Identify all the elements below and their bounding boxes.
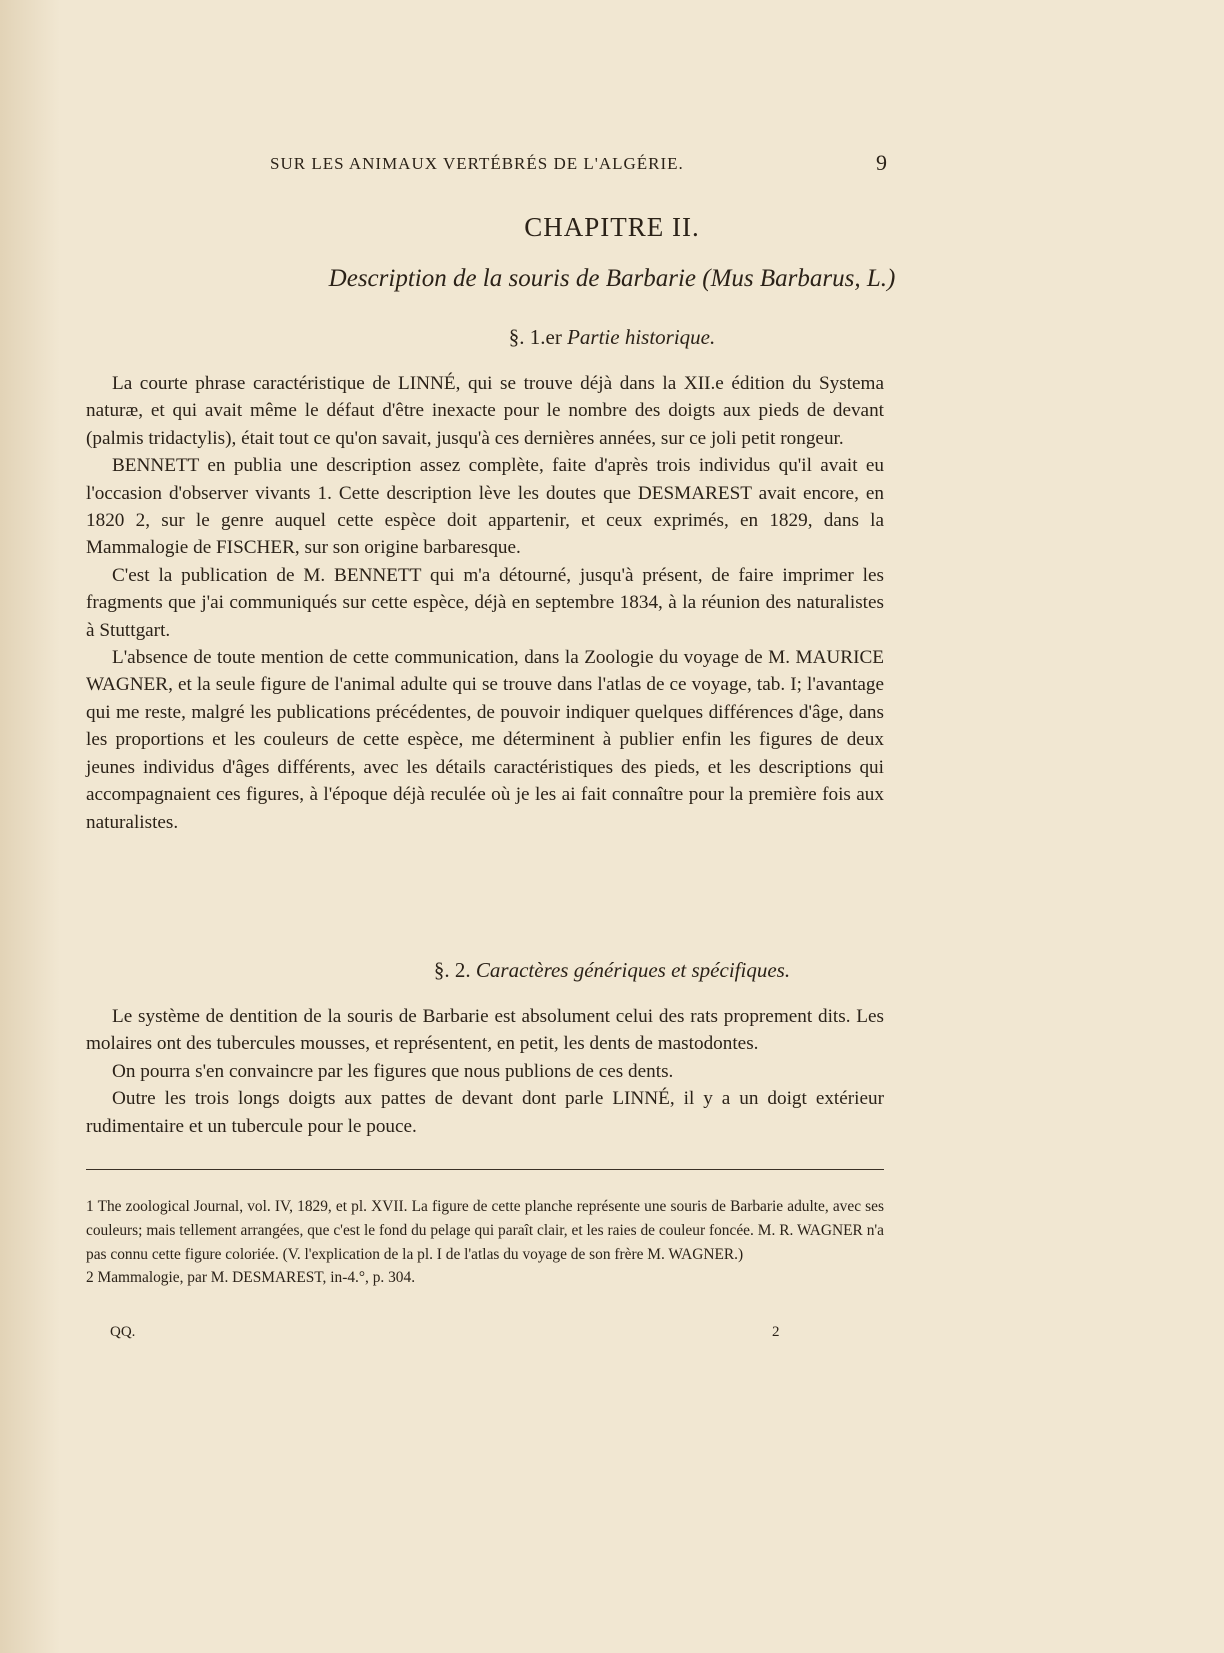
section-2-number: §. 2. [433,958,471,982]
page-number: 9 [876,150,887,175]
running-title: SUR LES ANIMAUX VERTÉBRÉS DE L'ALGÉRIE. [270,154,684,173]
footnote-rule [86,1169,884,1170]
section-heading-1 [0,325,1224,350]
signature-mark: QQ. [110,1324,136,1340]
page-edge-stain [0,0,60,1653]
paragraph: C'est la publication de M. BENNETT qui m'a détourné, jusqu'à présent, de faire imprimer les fragments que j'ai communiqués sur cette espèce, déjà en septembre 1834, à la réunion des naturalistes à Stuttgart. [86,564,884,641]
paragraph: Outre les trois longs doigts aux pattes de devant dont parle LINNÉ, il y a un doigt extérieur rudimentaire et un tubercule pour le pouce. [86,1088,884,1137]
running-head [0,150,1224,180]
paragraph: L'absence de toute mention de cette communication, dans la Zoologie du voyage de M. MAURICE WAGNER, et la seule figure de l'animal adulte qui se trouve dans l'atlas de ce voyage, tab. I; l'avantage qui me reste, malgré les publications précédentes, de pouvoir indiquer quelques différences d'âge, dans les proportions et les couleurs de cette espèce, me déterminent à publier enfin les figures de deux jeunes individus d'âges différents, avec les détails caractéristiques des pieds, et les descriptions qui accompagnaient ces figures, à l'époque déjà reculée où je les ai fait connaître pour la première fois aux naturalistes. [86,647,884,833]
paragraph: Le système de dentition de la souris de Barbarie est absolument celui des rats proprement dits. Les molaires ont des tubercules mousses, et représentent, en petit, les dents de mastodontes. [86,1006,884,1055]
section-1-number: §. 1.er [508,325,562,349]
paragraph: La courte phrase caractéristique de LINNÉ, qui se trouve déjà dans la XII.e édition du Systema naturæ, et qui avait même le défaut d'être inexacte pour le nombre des doigts aux pieds de devant (palmis tridactylis), était tout ce qu'on savait, jusqu'à ces dernières années, sur ce joli petit rongeur. [86,373,884,449]
section-2-title: Caractères génériques et spécifiques. [475,958,791,982]
paragraph: On pourra s'en convaincre par les figures que nous publions de ces dents. [112,1060,674,1082]
paragraph: BENNETT en publia une description assez complète, faite d'après trois individus qu'il avait eu l'occasion d'observer vivants 1. Cette description lève les doutes que DESMAREST avait encore, en 1820 2, sur le genre auquel cette espèce doit appartenir, et ceux exprimés, en 1829, dans la Mammalogie de FISCHER, sur son origine barbaresque. [86,455,884,559]
footnote-2: 2 Mammalogie, par M. DESMAREST, in-4.°, p. 304. [86,1269,416,1287]
section-1-title: Partie historique. [567,325,716,349]
footnotes [86,1195,884,1290]
section-heading-2 [0,958,1224,983]
section-2-body [86,1003,884,1140]
chapter-title: CHAPITRE II. [524,212,700,242]
section-1-body [86,370,884,836]
signature-number: 2 [772,1324,780,1340]
chapter-subtitle: Description de la souris de Barbarie (Mus Barbarus, L.) [328,265,896,292]
footnote-1: 1 The zoological Journal, vol. IV, 1829, et pl. XVII. La figure de cette planche représente une souris de Barbarie adulte, avec ses couleurs; mais tellement arrangées, que c'est le fond du pelage qui paraît clair, et les raies de couleur foncée. M. R. WAGNER n'a pas connu cette figure coloriée. (V. l'explication de la pl. I de l'atlas du voyage de son frère M. WAGNER.) [86,1198,884,1263]
